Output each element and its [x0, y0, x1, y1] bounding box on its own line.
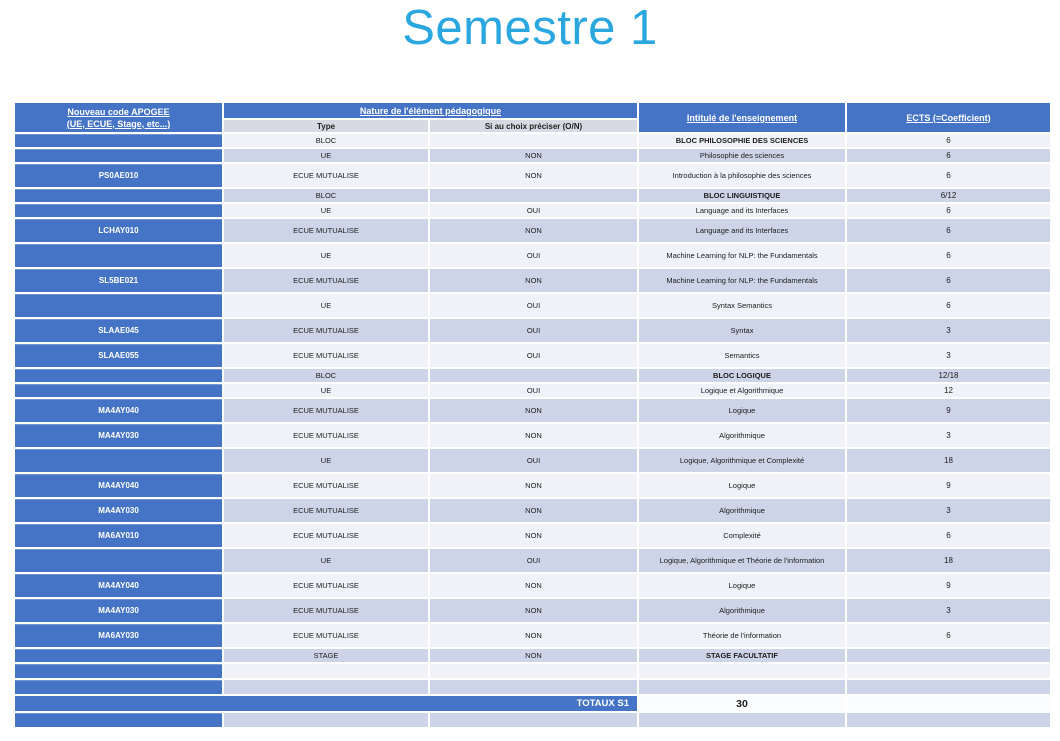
cell-ects: 3 [847, 499, 1050, 522]
cell-type: ECUE MUTUALISE [224, 524, 428, 547]
cell-intitule: Algorithmique [639, 424, 845, 447]
cell-ects: 6 [847, 204, 1050, 217]
header-choix: Si au choix préciser (O/N) [430, 120, 637, 132]
cell-type: ECUE MUTUALISE [224, 424, 428, 447]
cell-intitule: Introduction à la philosophie des sciences [639, 164, 845, 187]
cell-type: UE [224, 294, 428, 317]
cell-intitule [639, 680, 845, 694]
table-row [15, 680, 1050, 694]
cell-type: ECUE MUTUALISE [224, 319, 428, 342]
cell-choix: NON [430, 164, 637, 187]
totals-label: TOTAUX S1 [15, 696, 637, 711]
header-nature: Nature de l'élément pédagogique [224, 103, 637, 118]
cell-type: UE [224, 384, 428, 397]
cell-intitule: Algorithmique [639, 599, 845, 622]
cell-choix: NON [430, 524, 637, 547]
table-row [15, 344, 1050, 367]
cell-code [15, 189, 222, 202]
cell-type: ECUE MUTUALISE [224, 269, 428, 292]
cell-intitule [639, 664, 845, 678]
cell-code: MA6AY030 [15, 624, 222, 647]
cell-ects: 6 [847, 624, 1050, 647]
table-row [15, 269, 1050, 292]
table-row [15, 574, 1050, 597]
table-row [15, 319, 1050, 342]
totals-ects-cell [847, 696, 1050, 711]
table-row [15, 624, 1050, 647]
cell-type: BLOC [224, 369, 428, 382]
cell-code [15, 664, 222, 678]
page-title: Semestre 1 [402, 1, 658, 55]
header-type: Type [224, 120, 428, 132]
cell-type: ECUE MUTUALISE [224, 399, 428, 422]
cell-choix: OUI [430, 549, 637, 572]
cell-ects: 6 [847, 269, 1050, 292]
cell-choix: OUI [430, 449, 637, 472]
cell-choix: NON [430, 574, 637, 597]
cell-ects: 3 [847, 319, 1050, 342]
cell-type [224, 664, 428, 678]
cell-code: SLAAE055 [15, 344, 222, 367]
cell-code [15, 713, 222, 727]
cell-choix [430, 134, 637, 147]
totals-row [15, 696, 1050, 711]
cell-ects [847, 680, 1050, 694]
cell-code: MA4AY040 [15, 399, 222, 422]
cell-ects: 9 [847, 474, 1050, 497]
cell-type: ECUE MUTUALISE [224, 344, 428, 367]
cell-ects: 12/18 [847, 369, 1050, 382]
table-header [15, 103, 1050, 132]
cell-type: UE [224, 244, 428, 267]
cell-type: UE [224, 549, 428, 572]
cell-intitule: BLOC LINGUISTIQUE [639, 189, 845, 202]
cell-intitule: STAGE FACULTATIF [639, 649, 845, 662]
cell-type: ECUE MUTUALISE [224, 574, 428, 597]
cell-choix: NON [430, 499, 637, 522]
cell-intitule: Logique [639, 399, 845, 422]
table-row [15, 204, 1050, 217]
cell-ects: 6 [847, 294, 1050, 317]
cell-choix: OUI [430, 344, 637, 367]
cell-intitule: Logique, Algorithmique et Complexité [639, 449, 845, 472]
cell-intitule: Machine Learning for NLP: the Fundamentals [639, 269, 845, 292]
cell-intitule: BLOC LOGIQUE [639, 369, 845, 382]
cell-choix: NON [430, 269, 637, 292]
cell-type: STAGE [224, 649, 428, 662]
table-row [15, 294, 1050, 317]
cell-choix: NON [430, 649, 637, 662]
cell-choix: NON [430, 149, 637, 162]
cell-code [15, 549, 222, 572]
cell-code [15, 649, 222, 662]
cell-intitule: Théorie de l'information [639, 624, 845, 647]
cell-intitule: Machine Learning for NLP: the Fundamentals [639, 244, 845, 267]
table-row [15, 134, 1050, 147]
cell-ects [847, 713, 1050, 727]
cell-ects: 3 [847, 424, 1050, 447]
cell-intitule: Language and its Interfaces [639, 204, 845, 217]
cell-ects: 6 [847, 149, 1050, 162]
cell-intitule: Semantics [639, 344, 845, 367]
cell-choix: NON [430, 474, 637, 497]
cell-type: BLOC [224, 134, 428, 147]
cell-code: MA4AY040 [15, 474, 222, 497]
header-intitule: Intitulé de l'enseignement [639, 103, 845, 132]
cell-code: MA4AY030 [15, 599, 222, 622]
table-row [15, 499, 1050, 522]
cell-type: UE [224, 149, 428, 162]
cell-intitule: BLOC PHILOSOPHIE DES SCIENCES [639, 134, 845, 147]
table-row [15, 449, 1050, 472]
cell-choix: NON [430, 599, 637, 622]
table-row [15, 244, 1050, 267]
cell-intitule: Logique, Algorithmique et Théorie de l'information [639, 549, 845, 572]
cell-ects: 9 [847, 399, 1050, 422]
cell-code [15, 149, 222, 162]
cell-intitule: Algorithmique [639, 499, 845, 522]
cell-choix: OUI [430, 384, 637, 397]
cell-code: SL5BE021 [15, 269, 222, 292]
cell-code [15, 384, 222, 397]
cell-type: BLOC [224, 189, 428, 202]
header-apogee-line2: (UE, ECUE, Stage, etc...) [66, 118, 171, 129]
cell-choix: OUI [430, 294, 637, 317]
cell-code: MA4AY040 [15, 574, 222, 597]
cell-intitule: Logique et Algorithmique [639, 384, 845, 397]
table-row [15, 219, 1050, 242]
cell-code: SLAAE045 [15, 319, 222, 342]
cell-ects: 6 [847, 244, 1050, 267]
table-row [15, 369, 1050, 382]
cell-intitule [639, 713, 845, 727]
table-row [15, 189, 1050, 202]
cell-type: UE [224, 449, 428, 472]
cell-choix [430, 680, 637, 694]
cell-type: ECUE MUTUALISE [224, 474, 428, 497]
cell-ects: 6 [847, 524, 1050, 547]
cell-code [15, 244, 222, 267]
table-row [15, 399, 1050, 422]
table-row [15, 474, 1050, 497]
totals-value: 30 [639, 696, 845, 711]
cell-intitule: Syntax Semantics [639, 294, 845, 317]
cell-ects: 18 [847, 449, 1050, 472]
cell-intitule: Syntax [639, 319, 845, 342]
cell-ects: 12 [847, 384, 1050, 397]
cell-type: UE [224, 204, 428, 217]
cell-choix [430, 189, 637, 202]
cell-code: LCHAY010 [15, 219, 222, 242]
cell-ects: 6 [847, 134, 1050, 147]
cell-type [224, 680, 428, 694]
cell-code [15, 294, 222, 317]
cell-ects: 18 [847, 549, 1050, 572]
cell-choix: NON [430, 624, 637, 647]
cell-type: ECUE MUTUALISE [224, 499, 428, 522]
cell-type: ECUE MUTUALISE [224, 599, 428, 622]
cell-code: MA4AY030 [15, 499, 222, 522]
table-row [15, 599, 1050, 622]
cell-type [224, 713, 428, 727]
table-row [15, 524, 1050, 547]
table-row [15, 384, 1050, 397]
cell-ects: 6/12 [847, 189, 1050, 202]
cell-type: ECUE MUTUALISE [224, 164, 428, 187]
cell-intitule: Philosophie des sciences [639, 149, 845, 162]
cell-code [15, 369, 222, 382]
header-apogee-line1: Nouveau code APOGEE [67, 106, 170, 117]
cell-ects [847, 664, 1050, 678]
cell-intitule: Complexité [639, 524, 845, 547]
table-row [15, 649, 1050, 662]
cell-choix: OUI [430, 204, 637, 217]
header-ects: ECTS (=Coefficient) [847, 103, 1050, 132]
cell-code: PS0AE010 [15, 164, 222, 187]
table-row [15, 664, 1050, 678]
cell-code: MA6AY010 [15, 524, 222, 547]
table-row [15, 549, 1050, 572]
cell-type: ECUE MUTUALISE [224, 219, 428, 242]
cell-intitule: Logique [639, 474, 845, 497]
cell-ects: 3 [847, 344, 1050, 367]
cell-ects: 9 [847, 574, 1050, 597]
cell-choix [430, 369, 637, 382]
table-row [15, 424, 1050, 447]
cell-intitule: Logique [639, 574, 845, 597]
cell-intitule: Language and its Interfaces [639, 219, 845, 242]
cell-ects: 6 [847, 219, 1050, 242]
table-row [15, 164, 1050, 187]
cell-choix [430, 713, 637, 727]
cell-code [15, 680, 222, 694]
header-apogee [15, 103, 222, 132]
cell-code [15, 449, 222, 472]
cell-ects [847, 649, 1050, 662]
cell-choix: NON [430, 399, 637, 422]
cell-ects: 3 [847, 599, 1050, 622]
cell-choix: OUI [430, 244, 637, 267]
table-body [15, 134, 1050, 727]
cell-choix: NON [430, 424, 637, 447]
cell-code [15, 204, 222, 217]
cell-code [15, 134, 222, 147]
cell-code: MA4AY030 [15, 424, 222, 447]
cell-type: ECUE MUTUALISE [224, 624, 428, 647]
cell-choix: OUI [430, 319, 637, 342]
cell-ects: 6 [847, 164, 1050, 187]
cell-choix: NON [430, 219, 637, 242]
table-row [15, 149, 1050, 162]
cell-choix [430, 664, 637, 678]
semester-table [15, 103, 1050, 729]
table-row [15, 713, 1050, 727]
